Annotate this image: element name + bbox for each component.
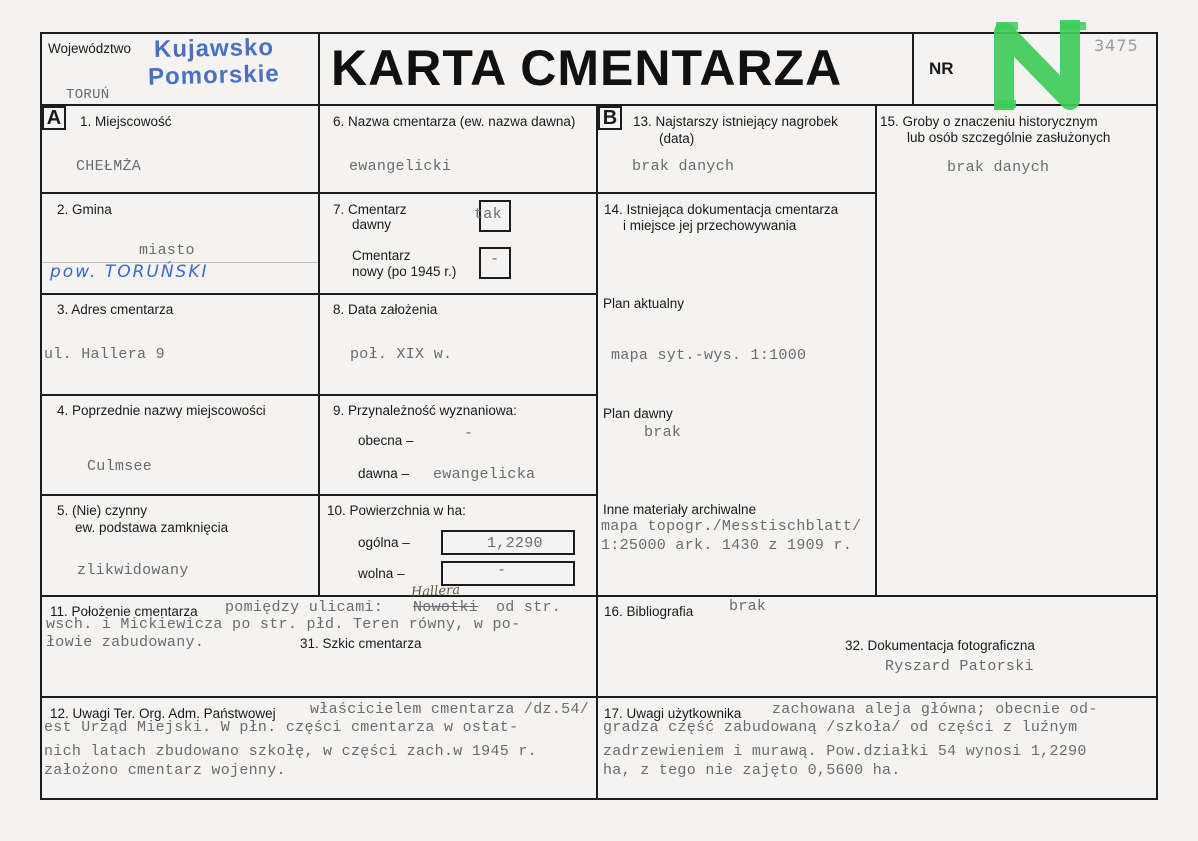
plan-aktualny-label: Plan aktualny (603, 296, 685, 311)
f15-label-line2: lub osób szczególnie zasłużonych (907, 130, 1111, 145)
f17-label: 17. Uwagi użytkownika (604, 706, 742, 721)
nr-label: NR (929, 59, 954, 78)
f10-ogolna-label: ogólna – (358, 535, 410, 550)
f11-line1-a: pomiędzy ulicami: (225, 599, 384, 616)
wojewodztwo-label: Województwo (48, 41, 132, 56)
f32-value: Ryszard Patorski (885, 658, 1034, 675)
f10-wolna-box (441, 561, 575, 586)
plan-dawny-value: brak (644, 424, 682, 441)
f6-value: ewangelicki (349, 158, 452, 175)
f11-line2: wsch. i Mickiewicza po str. płd. Teren równy, w po- (46, 616, 521, 633)
f17-line2: gradza część zabudowaną /szkoła/ od części z luźnym (603, 719, 1078, 736)
f8-label: 8. Data założenia (333, 302, 438, 317)
f3-label: 3. Adres cmentarza (57, 302, 174, 317)
f5-value: zlikwidowany (77, 562, 189, 579)
f6-label: 6. Nazwa cmentarza (ew. nazwa dawna) (333, 114, 576, 129)
grid-line (875, 104, 877, 595)
f1-label: 1. Miejscowość (80, 114, 172, 129)
f2-value: miasto (139, 242, 195, 259)
grid-line (40, 192, 876, 194)
f5-label-line2: ew. podstawa zamknięcia (75, 520, 229, 535)
plan-aktualny-value: mapa syt.-wys. 1:1000 (611, 347, 807, 364)
f15-label-line1: 15. Groby o znaczeniu historycznym (880, 114, 1098, 129)
f16-value: brak (729, 598, 767, 615)
f10-label: 10. Powierzchnia w ha: (327, 503, 466, 518)
f17-line1: zachowana aleja główna; obecnie od- (772, 701, 1098, 718)
section-a-marker: A (42, 106, 66, 130)
card-title: KARTA CMENTARZA (331, 40, 843, 96)
f9-obecna-label: obecna – (358, 433, 414, 448)
f12-label: 12. Uwagi Ter. Org. Adm. Państwowej (50, 706, 276, 721)
f13-label-line1: 13. Najstarszy istniejący nagrobek (633, 114, 838, 129)
f7-nowy-label-line1: Cmentarz (352, 248, 411, 263)
f7-dawny-value: tak (474, 206, 502, 223)
f17-line3: zadrzewieniem i murawą. Pow.działki 54 wynosi 1,2290 (603, 743, 1087, 760)
f16-label: 16. Bibliografia (604, 604, 694, 619)
f17-line4: ha, z tego nie zajęto 0,5600 ha. (603, 762, 901, 779)
f11-handwritten-correction: Hallera (410, 582, 461, 601)
f13-label-line2: (data) (659, 131, 695, 146)
f5-label-line1: 5. (Nie) czynny (57, 503, 148, 518)
f7-dawny-label-line2: dawny (352, 217, 392, 232)
f3-value: ul. Hallera 9 (44, 346, 165, 363)
f32-label: 32. Dokumentacja fotograficzna (845, 638, 1035, 653)
f7-nowy-label-line2: nowy (po 1945 r.) (352, 264, 457, 279)
f9-dawna-label: dawna – (358, 466, 410, 481)
grid-line (318, 32, 320, 595)
f14-label-line2: i miejsce jej przechowywania (623, 218, 797, 233)
nr-number: 3475 (1094, 36, 1139, 55)
f31-label: 31. Szkic cmentarza (300, 636, 422, 651)
nr-marker-n (990, 20, 1092, 110)
f2-label: 2. Gmina (57, 202, 112, 217)
f10-wolna-value: - (497, 562, 507, 579)
f12-line4: założono cmentarz wojenny. (44, 762, 286, 779)
f2-handwritten-powiat: pow. TORUŃSKI (50, 262, 209, 282)
wojewodztwo-old-value: TORUŃ (66, 87, 110, 103)
wojewodztwo-stamp-line1: Kujawsko (153, 33, 275, 64)
f15-value: brak danych (947, 159, 1050, 176)
f4-label: 4. Poprzednie nazwy miejscowości (57, 403, 266, 418)
f12-line3: nich latach zbudowano szkołę, w części zach.w 1945 r. (44, 743, 537, 760)
section-b-marker: B (598, 106, 622, 130)
f11-label: 11. Położenie cmentarza (50, 604, 198, 619)
f8-value: poł. XIX w. (350, 346, 453, 363)
grid-line (40, 696, 1158, 698)
f4-value: Culmsee (87, 458, 153, 475)
f11-line1-b: od str. (496, 599, 562, 616)
f12-line2: est Urząd Miejski. W płn. części cmentarza w ostat- (44, 719, 519, 736)
f7-nowy-value: - (490, 251, 500, 268)
f12-line1: właścicielem cmentarza /dz.54/ (310, 701, 590, 718)
inne-line1: mapa topogr./Messtischblatt/ (601, 518, 862, 535)
f1-value: CHEŁMŻA (76, 158, 142, 175)
f10-ogolna-value: 1,2290 (487, 535, 543, 552)
f7-dawny-label-line1: 7. Cmentarz (333, 202, 407, 217)
f9-label: 9. Przynależność wyznaniowa: (333, 403, 517, 418)
grid-line (40, 595, 1158, 597)
grid-line (596, 104, 598, 800)
f9-dawna-value: ewangelicka (433, 466, 536, 483)
inne-line2: 1:25000 ark. 1430 z 1909 r. (601, 537, 853, 554)
f14-label-line1: 14. Istniejąca dokumentacja cmentarza (604, 202, 839, 217)
f9-obecna-value: - (464, 425, 474, 442)
grid-line (912, 32, 914, 104)
f11-line1-struck: Nowotki (413, 599, 479, 616)
wojewodztwo-stamp-line2: Pomorskie (147, 60, 281, 91)
f13-value: brak danych (632, 158, 735, 175)
f10-wolna-label: wolna – (358, 566, 405, 581)
plan-dawny-label: Plan dawny (603, 406, 673, 421)
inne-label: Inne materiały archiwalne (603, 502, 757, 517)
f11-line3: łowie zabudowany. (46, 634, 205, 651)
